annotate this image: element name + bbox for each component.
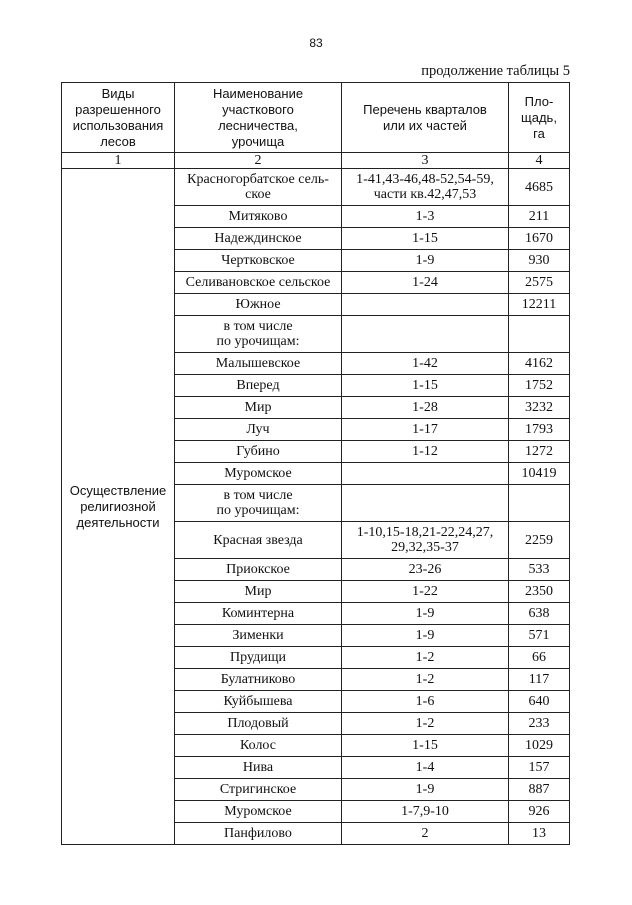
quarter-list-cell (342, 669, 509, 691)
quarter-list: 1-7,9-10 (401, 804, 449, 819)
quarter-list: 1-3 (415, 209, 435, 224)
forestry-name: Приокское (226, 562, 290, 577)
quarter-list-cell (342, 463, 509, 485)
forestry-name-cell (175, 559, 342, 581)
column-number: 4 (509, 153, 570, 169)
header-use-type: Виды разрешенного использования лесов (62, 83, 175, 153)
use-type-line: религиозной (80, 498, 156, 514)
forestry-name: Луч (246, 422, 270, 437)
table-continuation-note: продолжение таблицы 5 (421, 63, 570, 79)
area-cell: 211 (509, 206, 570, 228)
area-cell: 3232 (509, 397, 570, 419)
forestry-name: Малышевское (215, 356, 301, 371)
quarter-list-cell (342, 250, 509, 272)
quarter-list: 1-22 (412, 584, 438, 599)
header-quarter-list: Перечень кварталов или их частей (342, 83, 509, 153)
forestry-name-cell (175, 353, 342, 375)
forestry-name: Муромское (224, 804, 292, 819)
use-type-line: Осуществление (69, 482, 167, 498)
area-cell (509, 316, 570, 353)
forestry-name-cell (175, 691, 342, 713)
quarter-list-cell (342, 397, 509, 419)
quarter-list-cell (342, 603, 509, 625)
area-cell: 887 (509, 779, 570, 801)
forestry-name: ское (245, 187, 271, 202)
quarter-list-cell (342, 713, 509, 735)
quarter-list-cell (342, 647, 509, 669)
quarter-list-cell (342, 419, 509, 441)
forestry-name: Нива (242, 760, 274, 775)
area-cell: 571 (509, 625, 570, 647)
forestry-name: Чертковское (221, 253, 295, 268)
table-header-row (62, 83, 570, 153)
quarter-list: 1-2 (415, 650, 435, 665)
quarter-list-cell (342, 375, 509, 397)
forestry-name-cell (175, 397, 342, 419)
quarter-list-cell (342, 559, 509, 581)
forestry-name-cell (175, 419, 342, 441)
area-cell: 1752 (509, 375, 570, 397)
quarter-list: 1-28 (412, 400, 438, 415)
forestry-name-cell (175, 206, 342, 228)
column-number: 2 (175, 153, 342, 169)
area-cell: 117 (509, 669, 570, 691)
quarter-list-cell (342, 272, 509, 294)
header-area: Пло- щадь, га (509, 83, 570, 153)
forestry-name: Губино (236, 444, 280, 459)
forestry-name-cell (175, 294, 342, 316)
quarter-list-cell (342, 823, 509, 845)
table-row (62, 169, 570, 206)
quarter-list: 1-15 (412, 231, 438, 246)
quarter-list-cell (342, 441, 509, 463)
forest-use-table (61, 82, 570, 845)
area-cell: 1793 (509, 419, 570, 441)
forestry-name: Красная звезда (213, 532, 303, 548)
quarter-list-cell (342, 169, 509, 206)
area-cell: 13 (509, 823, 570, 845)
forestry-name-cell (175, 779, 342, 801)
area-cell: 2350 (509, 581, 570, 603)
area-cell: 2575 (509, 272, 570, 294)
quarter-list-cell (342, 316, 509, 353)
quarter-list: 1-9 (415, 628, 435, 643)
quarter-list-cell (342, 625, 509, 647)
forestry-name: Колос (239, 738, 276, 753)
quarter-list: 1-4 (415, 760, 435, 775)
forestry-name-cell (175, 228, 342, 250)
forestry-name-cell (175, 735, 342, 757)
area-cell: 533 (509, 559, 570, 581)
forestry-name-cell (175, 625, 342, 647)
area-cell: 66 (509, 647, 570, 669)
quarter-list-cell (342, 228, 509, 250)
forestry-name-cell (175, 250, 342, 272)
quarter-list: 1-24 (412, 275, 438, 290)
quarter-list: 1-10,15-18,21-22,24,27, (356, 525, 494, 540)
forestry-name-cell (175, 485, 342, 522)
quarter-list-cell (342, 206, 509, 228)
forestry-name-cell (175, 801, 342, 823)
quarter-list: 1-2 (415, 716, 435, 731)
use-type-line: деятельности (76, 514, 160, 530)
forestry-name-cell (175, 713, 342, 735)
forestry-name-cell (175, 669, 342, 691)
forestry-name-cell (175, 603, 342, 625)
quarter-list: 1-42 (412, 356, 438, 371)
forestry-name-cell (175, 272, 342, 294)
quarter-list-cell (342, 757, 509, 779)
forestry-name: Прудищи (230, 650, 286, 665)
forestry-name: Селивановское сельское (185, 275, 331, 290)
area-cell: 4162 (509, 353, 570, 375)
area-cell: 930 (509, 250, 570, 272)
forestry-name: Мир (244, 584, 272, 599)
forestry-name: по урочищам: (216, 503, 300, 518)
column-number: 1 (62, 153, 175, 169)
quarter-list-cell (342, 294, 509, 316)
forestry-name-cell (175, 375, 342, 397)
forestry-name: Плодовый (227, 716, 289, 731)
forestry-name: Зименки (232, 628, 284, 643)
quarter-list: 1-9 (415, 253, 435, 268)
area-cell: 157 (509, 757, 570, 779)
forestry-name: Митяково (228, 209, 288, 224)
forestry-name-cell (175, 441, 342, 463)
quarter-list: 1-12 (412, 444, 438, 459)
quarter-list: 1-2 (415, 672, 435, 687)
area-cell: 4685 (509, 169, 570, 206)
forestry-name: Коминтерна (221, 606, 295, 621)
area-cell: 10419 (509, 463, 570, 485)
forestry-name: Южное (235, 297, 281, 312)
quarter-list-cell (342, 353, 509, 375)
forestry-name: Куйбышева (223, 694, 293, 709)
quarter-list: 1-41,43-46,48-52,54-59, (356, 172, 494, 187)
area-cell: 926 (509, 801, 570, 823)
area-cell: 640 (509, 691, 570, 713)
forestry-name: Стригинское (219, 782, 297, 797)
use-type-cell (62, 169, 175, 845)
quarter-list-cell (342, 581, 509, 603)
quarter-list-cell (342, 485, 509, 522)
table-body (62, 169, 570, 845)
quarter-list: 1-6 (415, 694, 435, 709)
area-cell: 638 (509, 603, 570, 625)
area-cell: 233 (509, 713, 570, 735)
header-forestry-name: Наименование участкового лесничества, урочища (175, 83, 342, 153)
forestry-name-cell (175, 316, 342, 353)
quarter-list: 1-9 (415, 606, 435, 621)
quarter-list-cell (342, 735, 509, 757)
quarter-list: 1-15 (412, 378, 438, 393)
forestry-name: в том числе (223, 319, 293, 334)
forestry-name: в том числе (223, 488, 293, 503)
forestry-name-cell (175, 169, 342, 206)
quarter-list-cell (342, 801, 509, 823)
quarter-list: 1-9 (415, 782, 435, 797)
area-cell: 12211 (509, 294, 570, 316)
forestry-name: Красногорбатское сель- (187, 172, 329, 187)
forestry-name: Панфилово (224, 826, 292, 841)
forestry-name: по урочищам: (216, 334, 300, 349)
forestry-name-cell (175, 823, 342, 845)
area-cell (509, 485, 570, 522)
quarter-list: 2 (421, 826, 429, 841)
forestry-name-cell (175, 522, 342, 559)
forestry-name: Вперед (236, 378, 280, 393)
forestry-name: Мир (244, 400, 272, 415)
forestry-name-cell (175, 647, 342, 669)
forestry-name: Булатниково (220, 672, 296, 687)
area-cell: 1670 (509, 228, 570, 250)
quarter-list: части кв.42,47,53 (373, 187, 477, 202)
forestry-name: Надеждинское (214, 231, 302, 246)
column-number-row (62, 153, 570, 169)
quarter-list: 29,32,35-37 (391, 540, 459, 555)
quarter-list-cell (342, 691, 509, 713)
forestry-name-cell (175, 581, 342, 603)
quarter-list: 1-17 (412, 422, 438, 437)
forestry-name-cell (175, 463, 342, 485)
quarter-list: 1-15 (412, 738, 438, 753)
quarter-list: 23-26 (408, 562, 442, 577)
quarter-list-cell (342, 779, 509, 801)
quarter-list-cell (342, 522, 509, 559)
area-cell: 1272 (509, 441, 570, 463)
forestry-name-cell (175, 757, 342, 779)
page-number: 83 (309, 36, 323, 50)
forestry-name: Муромское (224, 466, 292, 481)
area-cell: 2259 (509, 522, 570, 559)
column-number: 3 (342, 153, 509, 169)
area-cell: 1029 (509, 735, 570, 757)
